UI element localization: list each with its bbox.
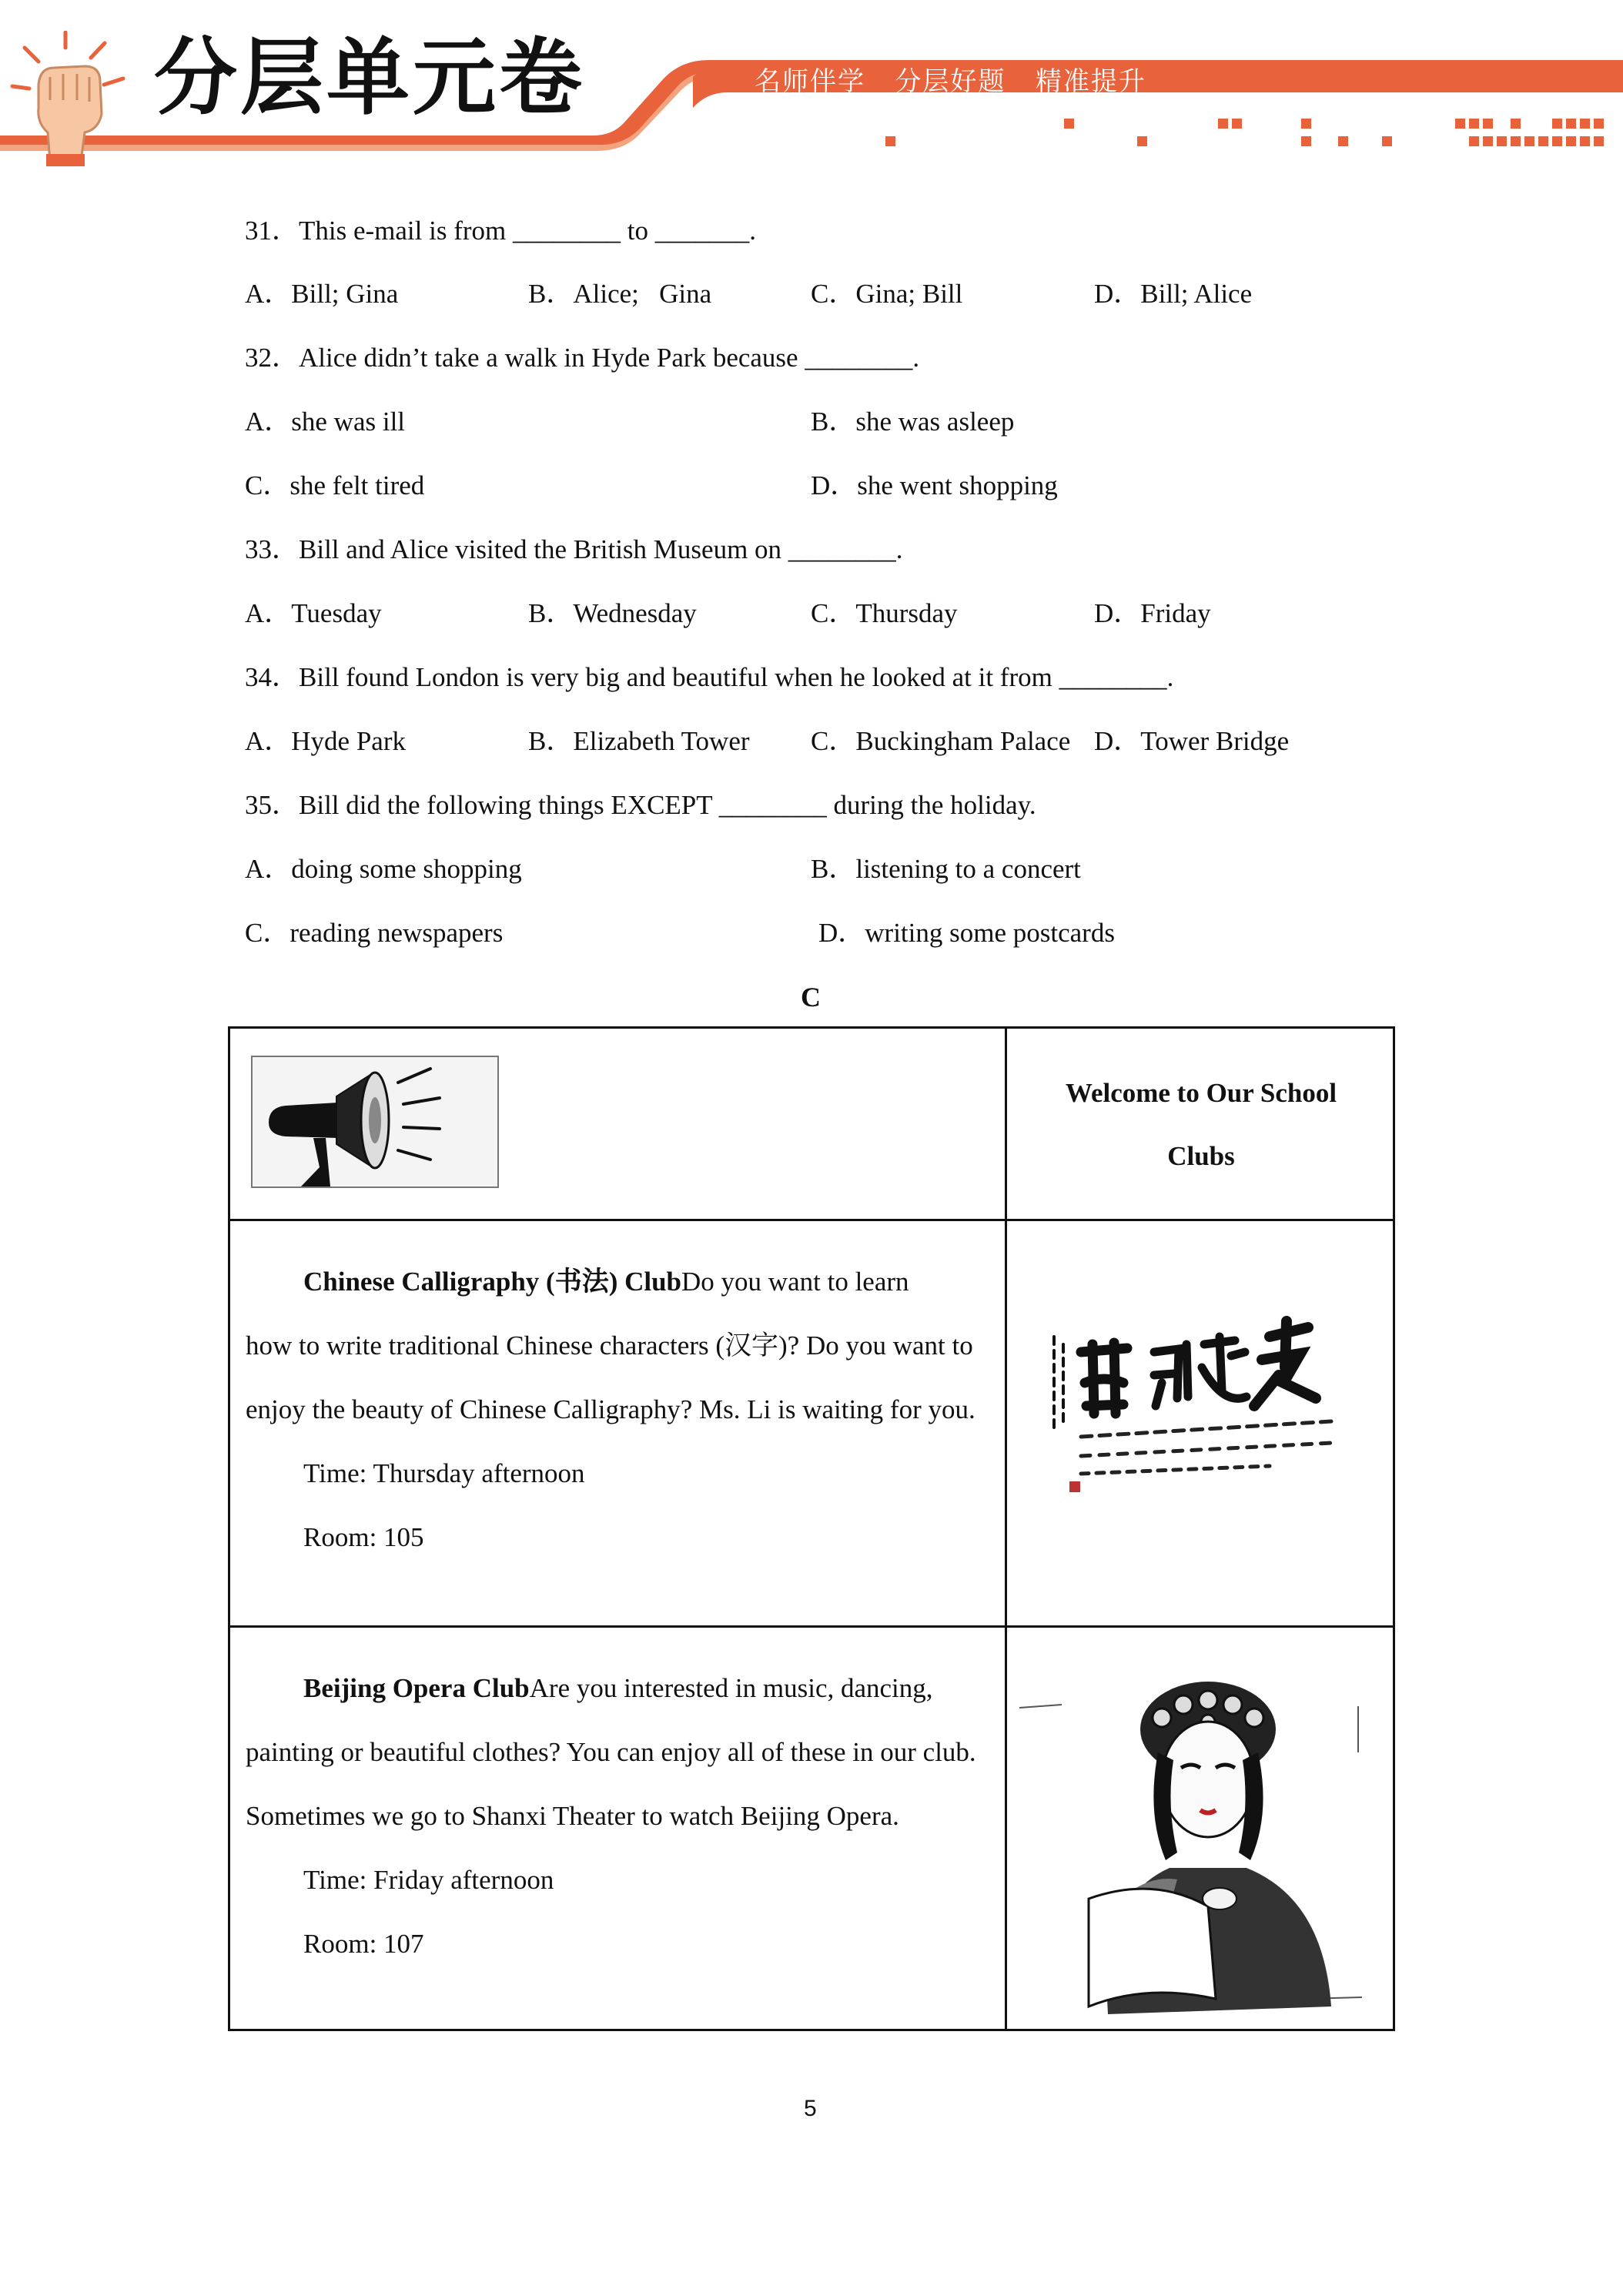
question-35-option-d[interactable]: D．writing some postcards xyxy=(818,918,1115,948)
question-33-option-b[interactable]: B．Wednesday xyxy=(528,598,697,628)
beijing-opera-performer-image xyxy=(1016,1645,1370,2022)
clubs-table xyxy=(228,1026,1395,2031)
question-35-option-b[interactable]: B．listening to a concert xyxy=(811,854,1081,884)
question-31-option-c[interactable]: C．Gina; Bill xyxy=(811,279,963,309)
section-heading: C xyxy=(801,982,821,1012)
beijing-opera-club-name: Beijing Opera Club xyxy=(303,1673,530,1703)
question-32-option-b[interactable]: B．she was asleep xyxy=(811,407,1015,437)
question-31-option-d[interactable]: D．Bill; Alice xyxy=(1094,279,1253,309)
question-34-option-c[interactable]: C．Buckingham Palace xyxy=(811,726,1071,756)
question-33-option-a[interactable]: A．Tuesday xyxy=(245,598,382,628)
question-33-option-c[interactable]: C．Thursday xyxy=(811,598,958,628)
question-35-option-c[interactable]: C．reading newspapers xyxy=(245,918,504,948)
calligraphy-scroll-image xyxy=(1039,1306,1362,1537)
question-32-option-a[interactable]: A．she was ill xyxy=(245,407,406,437)
question-33-stem: 33．Bill and Alice visited the British Museum on ________. xyxy=(245,534,903,564)
question-31-option-a[interactable]: A．Bill; Gina xyxy=(245,279,399,309)
calligraphy-club-name: Chinese Calligraphy (书法) Club xyxy=(303,1267,682,1297)
question-33-option-d[interactable]: D．Friday xyxy=(1094,598,1211,628)
question-32-option-d[interactable]: D．she went shopping xyxy=(811,470,1058,500)
beijing-opera-club-time: Time: Friday afternoon xyxy=(303,1865,554,1895)
megaphone-announcement-image xyxy=(246,1052,507,1194)
brand-title: 分层单元卷 xyxy=(154,30,586,126)
question-34-option-a[interactable]: A．Hyde Park xyxy=(245,726,406,756)
calligraphy-club-description: Chinese Calligraphy (书法) ClubDo you want to learn how to write traditional Chinese characters (汉字)? Do you want to enjoy the beauty of Chinese Calligraphy? Ms. Li is waiting for you. Time: Thursday afternoon Room: 105 xyxy=(246,1250,985,1569)
calligraphy-club-room: Room: 105 xyxy=(303,1522,424,1552)
page-header xyxy=(0,0,1623,166)
table-welcome-title: Welcome to Our School Clubs xyxy=(1065,1078,1337,1171)
calligraphy-club-time: Time: Thursday afternoon xyxy=(303,1458,585,1488)
brand-slogan: 名师伴学 分层好题 精准提升 xyxy=(755,66,1146,97)
decorative-squares xyxy=(0,0,1623,166)
question-31-option-b[interactable]: B．Alice; Gina xyxy=(528,279,712,309)
page-number: 5 xyxy=(804,2096,817,2121)
question-35-stem: 35．Bill did the following things EXCEPT ________ during the holiday. xyxy=(245,790,1036,820)
question-32-option-c[interactable]: C．she felt tired xyxy=(245,470,425,500)
question-34-stem: 34．Bill found London is very big and beautiful when he looked at it from ________. xyxy=(245,662,1174,692)
question-32-stem: 32．Alice didn’t take a walk in Hyde Park because ________. xyxy=(245,343,920,373)
question-34-option-d[interactable]: D．Tower Bridge xyxy=(1094,726,1290,756)
question-34-option-b[interactable]: B．Elizabeth Tower xyxy=(528,726,750,756)
beijing-opera-club-description: Beijing Opera ClubAre you interested in music, dancing, painting or beautiful clothes? You can enjoy all of these in our club. Sometimes we go to Shanxi Theater to watch Beijing Opera. Time: Friday afternoon Room: 107 xyxy=(246,1656,985,1976)
question-35-option-a[interactable]: A．doing some shopping xyxy=(245,854,522,884)
question-31-stem: 31．This e-mail is from ________ to _______. xyxy=(245,216,756,246)
beijing-opera-club-room: Room: 107 xyxy=(303,1929,424,1959)
